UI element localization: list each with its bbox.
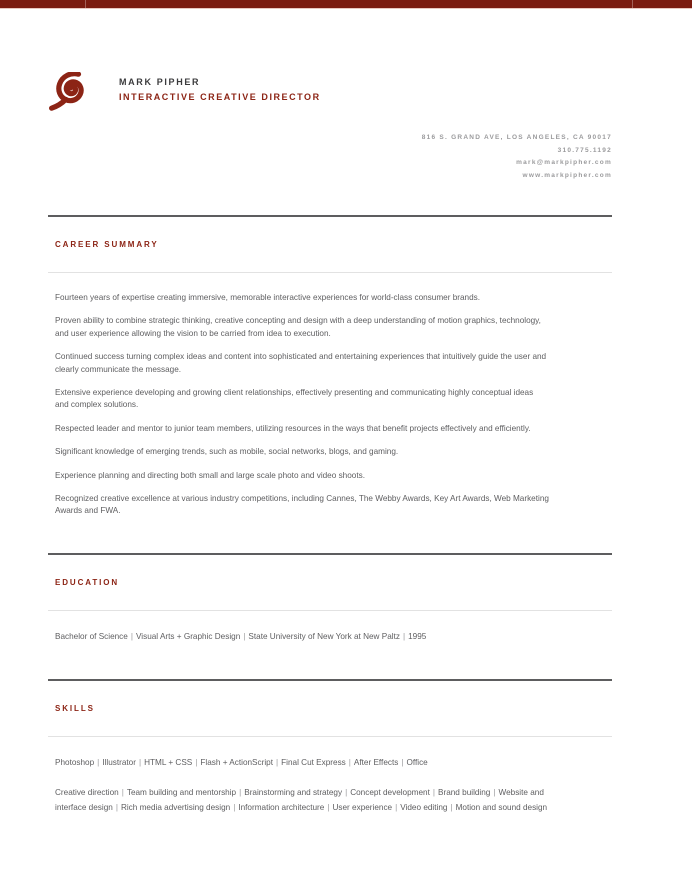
contact-block	[48, 132, 612, 182]
top-accent-bar	[0, 0, 692, 8]
top-bar-underglow	[0, 8, 692, 9]
separator: |	[395, 802, 398, 812]
skill-discipline: Video editing	[400, 802, 448, 812]
separator: |	[402, 631, 406, 641]
summary-paragraph: Significant knowledge of emerging trends, such as mobile, social networks, blogs, and gaming.	[55, 447, 399, 457]
identity-header	[48, 70, 612, 112]
separator: |	[243, 631, 246, 641]
stylized-p-monogram-icon	[48, 72, 96, 112]
separator: |	[345, 788, 348, 798]
skill-discipline: Team building and mentorship	[126, 788, 237, 798]
skills-tools-list	[55, 756, 555, 771]
education-entry	[55, 630, 555, 645]
section-heading-skills: SKILLS	[55, 704, 95, 714]
career-summary-body	[48, 273, 612, 518]
education-school: State University of New York at New Paltz	[248, 631, 400, 641]
skill-tool: Photoshop	[55, 758, 95, 768]
contact-website[interactable]: www.markpipher.com	[522, 171, 612, 179]
name-block	[106, 70, 321, 104]
spacer	[48, 182, 612, 215]
skill-discipline: Motion and sound design	[455, 802, 548, 812]
skill-tool: After Effects	[353, 758, 399, 768]
summary-paragraph: Recognized creative excellence at various industry competitions, including Cannes, The Webby Awards, Key Art Awards, Web Marketing Awards and FWA.	[55, 494, 549, 516]
summary-paragraph: Experience planning and directing both small and large scale photo and video shoots.	[55, 470, 365, 480]
separator: |	[233, 802, 236, 812]
top-bar-seam-right	[632, 0, 633, 8]
separator: |	[348, 758, 351, 768]
separator: |	[138, 758, 142, 768]
separator: |	[130, 631, 133, 641]
skill-tool: Flash + ActionScript	[200, 758, 273, 768]
education-body	[48, 611, 612, 645]
skills-disciplines-list	[55, 786, 555, 815]
separator: |	[121, 788, 124, 798]
skill-discipline: User experience	[332, 802, 393, 812]
skills-body	[48, 737, 612, 815]
summary-paragraph: Continued success turning complex ideas and content into sophisticated and entertaining experiences that intuitively guide the user and clearly communicate the message.	[55, 352, 547, 374]
section-heading-career-summary: CAREER SUMMARY	[55, 240, 159, 249]
separator: |	[401, 758, 404, 768]
education-degree: Bachelor of Science	[55, 631, 128, 641]
separator: |	[276, 758, 279, 768]
summary-paragraph: Respected leader and mentor to junior team members, utilizing resources in the ways that benefit projects effectively and efficiently.	[55, 423, 531, 433]
skill-tool: Office	[406, 758, 428, 768]
separator: |	[432, 788, 436, 798]
contact-phone[interactable]: 310.775.1192	[557, 146, 612, 154]
separator: |	[450, 802, 453, 812]
separator: |	[239, 788, 242, 798]
candidate-title: INTERACTIVE CREATIVE DIRECTOR	[119, 92, 321, 102]
separator: |	[493, 788, 496, 798]
section-skills	[48, 679, 612, 815]
skill-discipline: Brand building	[438, 788, 491, 798]
contact-email[interactable]: mark@markpipher.com	[516, 159, 612, 166]
contact-address: 816 S. GRAND AVE, LOS ANGELES, CA 90017	[421, 134, 612, 141]
separator: |	[97, 758, 100, 768]
logo	[48, 70, 106, 112]
education-year: 1995	[408, 631, 427, 641]
skill-discipline: Brainstorming and strategy	[244, 788, 343, 798]
skill-discipline: Rich media advertising design	[120, 802, 231, 812]
skill-tool: Illustrator	[102, 758, 136, 768]
separator: |	[115, 802, 118, 812]
spacer	[48, 644, 612, 679]
skill-tool: HTML + CSS	[144, 758, 193, 768]
candidate-name: MARK PIPHER	[119, 77, 201, 87]
education-field: Visual Arts + Graphic Design	[135, 631, 241, 641]
separator: |	[195, 758, 198, 768]
skill-tool: Final Cut Express	[281, 758, 346, 768]
resume-page	[0, 70, 692, 815]
summary-paragraph: Fourteen years of expertise creating immersive, memorable interactive experiences for world-class consumer brands.	[55, 293, 481, 302]
separator: |	[327, 802, 330, 812]
section-education	[48, 553, 612, 645]
skill-discipline: Information architecture	[238, 802, 325, 812]
skill-discipline: Website and interface design	[55, 788, 544, 812]
summary-paragraph: Proven ability to combine strategic thinking, creative concepting and design with a deep understanding of motion graphics, technology, and user experience allowing the vision to be carried from idea to execution.	[55, 316, 541, 338]
section-career-summary	[48, 215, 612, 518]
top-bar-seam-left	[85, 0, 86, 8]
spacer	[48, 518, 612, 553]
summary-paragraph: Extensive experience developing and growing client relationships, effectively presenting and communicating highly conceptual ideas and complex solutions.	[55, 388, 534, 410]
skill-discipline: Concept development	[350, 788, 430, 798]
section-heading-education: EDUCATION	[55, 577, 120, 587]
skill-discipline: Creative direction	[55, 788, 119, 798]
